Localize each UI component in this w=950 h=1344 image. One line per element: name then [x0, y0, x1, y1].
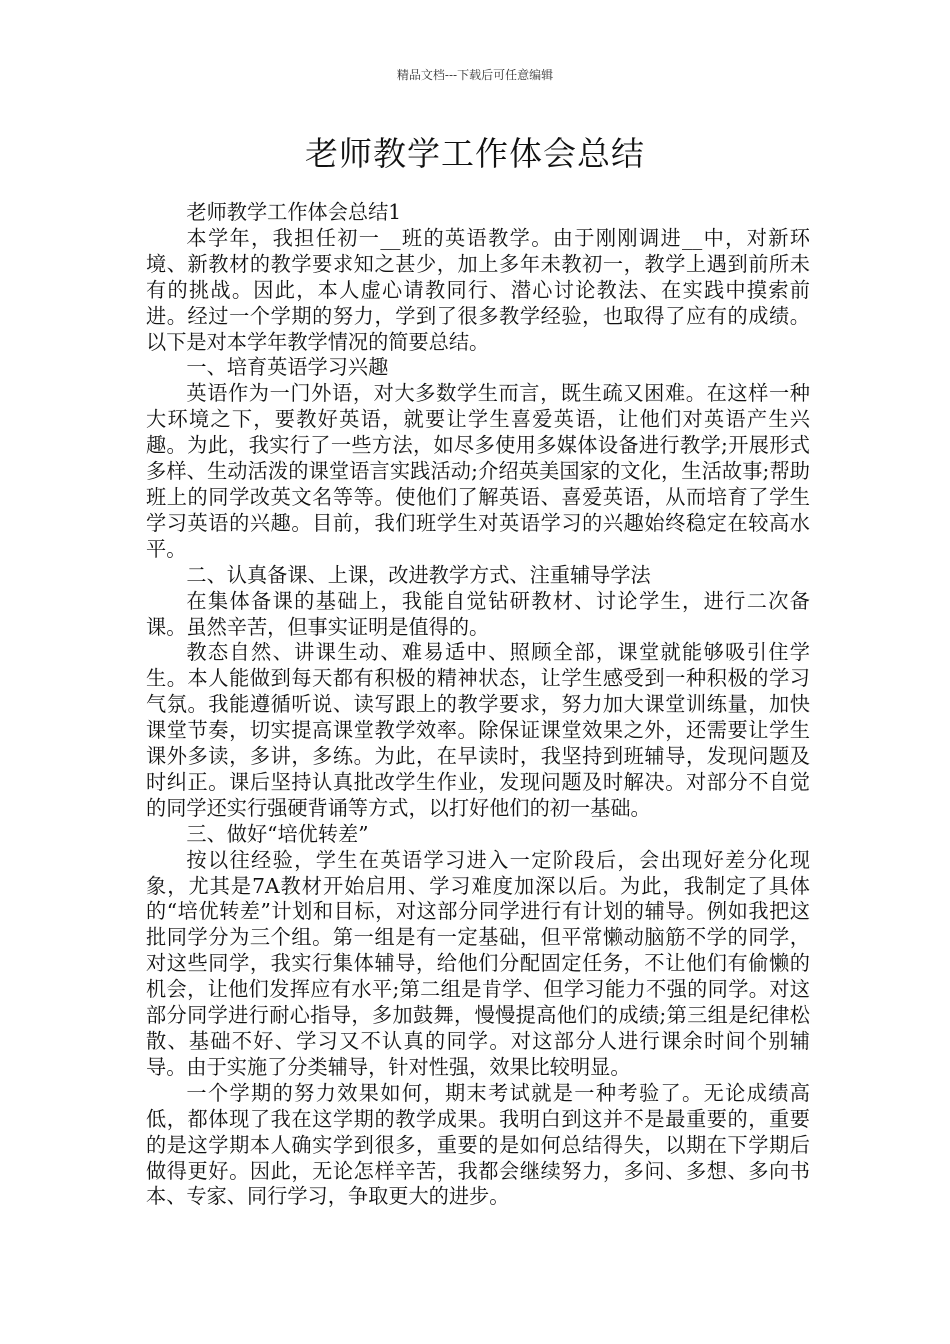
paragraph-tutoring: 按以往经验，学生在英语学习进入一定阶段后，会出现好差分化现象，尤其是7A教材开始启用、学习难度加深以后。为此，我制定了具体的“培优转差”计划和目标，对这部分同学进行有计划的辅导。例如我把这批同学分为三个组。第一组是有一定基础，但平常懒动脑筋不学的同学，对这些同学，我实行集体辅导，给他们分配固定任务，不让他们有偷懒的机会，让他们发挥应有水平;第二组是肯学、但学习能力不强的同学。对这部分同学进行耐心指导，多加鼓舞，慢慢提高他们的成绩;第三组是纪律松散、基础不好、学习又不认真的同学。对这部分人进行课余时间个别辅导。由于实施了分类辅导，针对性强，效果比较明显。 — [146, 847, 810, 1079]
section-heading-3: 三、做好“培优转差” — [186, 821, 369, 846]
document-body — [146, 200, 810, 1210]
section-heading-2: 二、认真备课、上课，改进教学方式、注重辅导学法 — [186, 562, 651, 587]
document-subtitle: 老师教学工作体会总结1 — [186, 200, 402, 224]
section-heading-1: 一、培育英语学习兴趣 — [186, 355, 389, 380]
header-note: 精品文档---下载后可任意编辑 — [396, 68, 554, 82]
paragraph-interest: 英语作为一门外语，对大多数学生而言，既生疏又困难。在这样一种大环境之下，要教好英语，就要让学生喜爱英语，让他们对英语产生兴趣。为此，我实行了一些方法，如尽多使用多媒体设备进行教学;开展形式多样、生动活泼的课堂语言实践活动;介绍英美国家的文化，生活故事;帮助班上的同学改英文名等等。使他们了解英语、喜爱英语，从而培育了学生学习英语的兴趣。目前，我们班学生对英语学习的兴趣始终稳定在较高水平。 — [146, 381, 810, 561]
paragraph-intro: 本学年，我担任初一__班的英语教学。由于刚刚调进__中，对新环境、新教材的教学要求知之甚少，加上多年未教初一，教学上遇到前所未有的挑战。因此，本人虚心请教同行、潜心讨论教法、在实践中摸索前进。经过一个学期的努力，学到了很多教学经验，也取得了应有的成绩。以下是对本学年教学情况的简要总结。 — [146, 225, 810, 354]
paragraph-conclusion: 一个学期的努力效果如何，期末考试就是一种考验了。无论成绩高低，都体现了我在这学期的教学成果。我明白到这并不是最重要的，重要的是这学期本人确实学到很多，重要的是如何总结得失，以期在下学期后做得更好。因此，无论怎样辛苦，我都会继续努力，多问、多想、多向书本、专家、同行学习，争取更大的进步。 — [146, 1080, 810, 1209]
paragraph-teaching: 教态自然、讲课生动、难易适中、照顾全部，课堂就能够吸引住学生。本人能做到每天都有积极的精神状态，让学生感受到一种积极的学习气氛。我能遵循听说、读写跟上的教学要求，努力加大课堂训练量，加快课堂节奏，切实提高课堂教学效率。除保证课堂效果之外，还需要让学生课外多读，多讲，多练。为此，在早读时，我坚持到班辅导，发现问题及时纠正。课后坚持认真批改学生作业，发现问题及时解决。对部分不自觉的同学还实行强硬背诵等方式，以打好他们的初一基础。 — [146, 640, 810, 820]
document-title: 老师教学工作体会总结 — [305, 134, 645, 173]
paragraph-lesson-prep: 在集体备课的基础上，我能自觉钻研教材、讨论学生，进行二次备课。虽然辛苦，但事实证明是值得的。 — [146, 588, 810, 639]
